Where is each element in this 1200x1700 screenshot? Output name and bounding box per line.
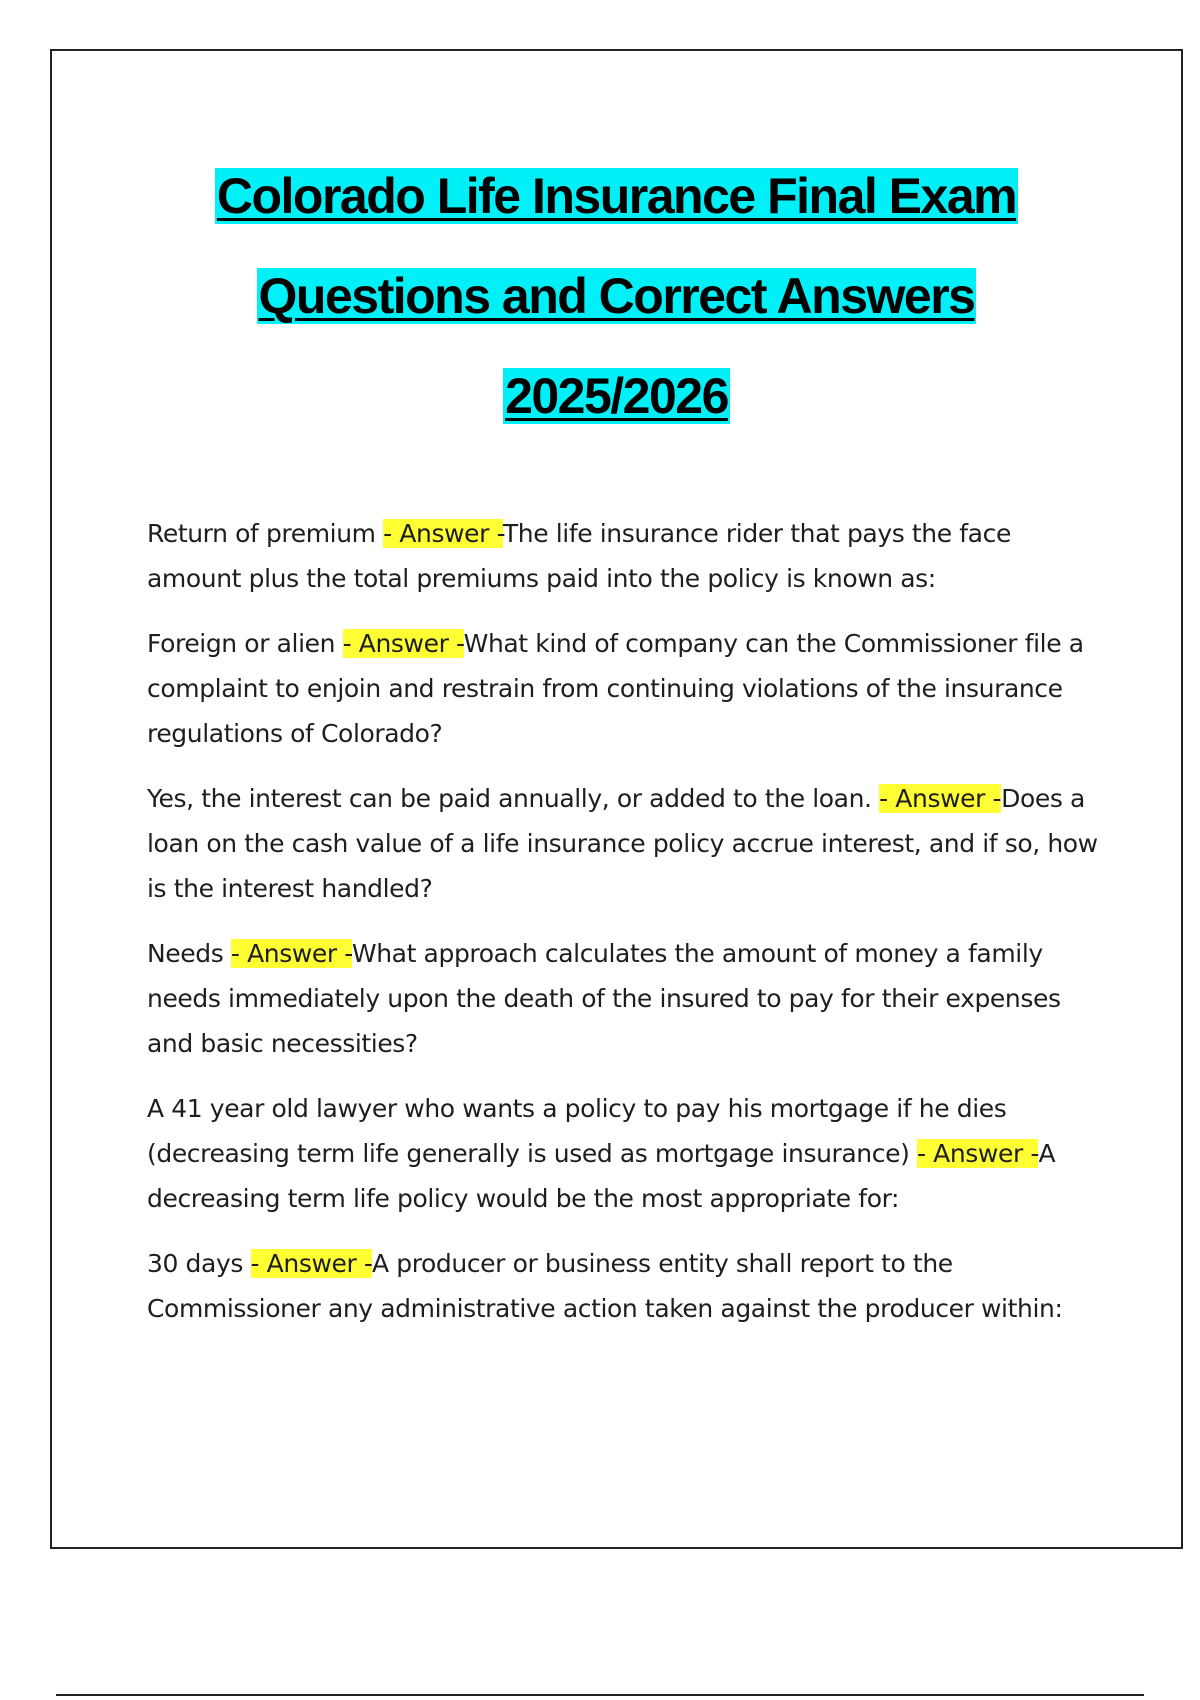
question-text: A producer or business entity shall report to the Commissioner any administrative action taken against the producer within: xyxy=(147,1249,1063,1323)
title-line-3: 2025/2026 xyxy=(505,368,728,424)
answer-tag: - Answer - xyxy=(916,1139,1039,1168)
answer-text: Return of premium xyxy=(147,519,384,548)
qa-item xyxy=(147,776,1107,911)
page-divider xyxy=(56,1694,1144,1696)
qa-item xyxy=(147,1086,1107,1221)
answer-tag: - Answer - xyxy=(230,939,352,968)
answer-text: A 41 year old lawyer who wants a policy to pay his mortgage if he dies (decreasing term life generally is used as mortgage insurance) xyxy=(147,1094,1007,1168)
title-line-2: Questions and Correct Answers xyxy=(258,268,975,324)
answer-text: 30 days xyxy=(147,1249,251,1278)
question-text: Does a loan on the cash value of a life insurance policy accrue interest, and if so, how is the interest handled? xyxy=(147,784,1098,903)
qa-item xyxy=(147,621,1107,756)
answer-text: Yes, the interest can be paid annually, or added to the loan. xyxy=(147,784,880,813)
answer-text: Needs xyxy=(147,939,231,968)
question-text: The life insurance rider that pays the face amount plus the total premiums paid into the policy is known as: xyxy=(147,519,1011,593)
answer-tag: - Answer - xyxy=(250,1249,372,1278)
qa-item xyxy=(147,511,1107,601)
answer-text: Foreign or alien xyxy=(147,629,343,658)
question-text: What approach calculates the amount of money a family needs immediately upon the death of the insured to pay for their expenses and basic necessities? xyxy=(147,939,1061,1058)
question-text: A decreasing term life policy would be the most appropriate for: xyxy=(147,1139,1056,1213)
document-page xyxy=(50,49,1183,1549)
qa-item xyxy=(147,1241,1107,1331)
title-line-1: Colorado Life Insurance Final Exam xyxy=(216,168,1017,224)
document-title xyxy=(52,146,1181,446)
answer-tag: - Answer - xyxy=(879,784,1002,813)
qa-item xyxy=(147,931,1107,1066)
title-line xyxy=(52,346,1181,446)
answer-tag: - Answer - xyxy=(383,519,503,548)
question-text: What kind of company can the Commissioner file a complaint to enjoin and restrain from continuing violations of the insurance regulations of Colorado? xyxy=(147,629,1084,748)
answer-tag: - Answer - xyxy=(342,629,464,658)
qa-list xyxy=(147,511,1107,1351)
title-line xyxy=(52,146,1181,246)
title-line xyxy=(52,246,1181,346)
